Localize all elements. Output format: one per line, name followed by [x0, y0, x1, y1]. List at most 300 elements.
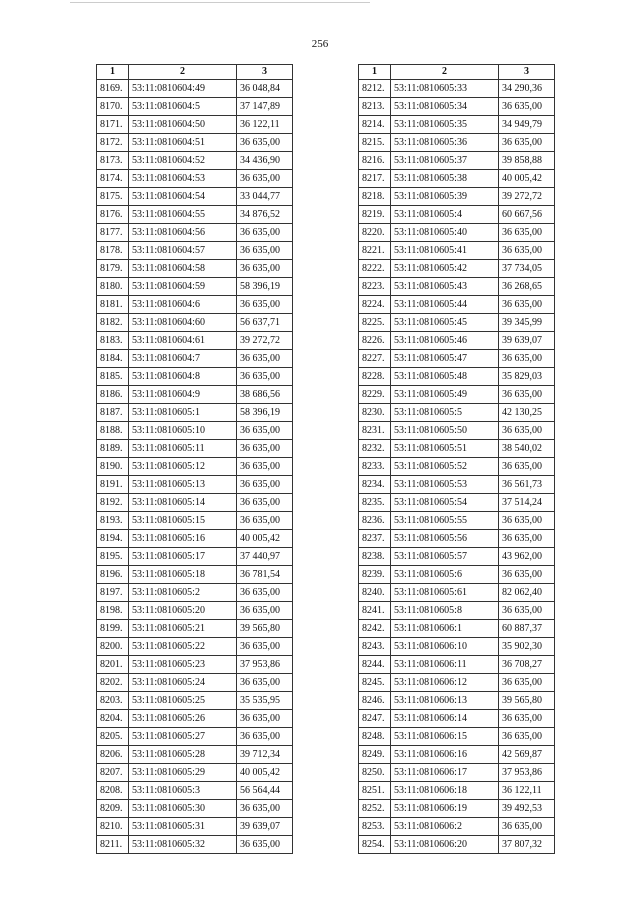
cadastral-number: 53:11:0810604:54	[129, 188, 237, 206]
row-number: 8171.	[97, 116, 129, 134]
table-row	[359, 836, 555, 854]
table-row	[359, 116, 555, 134]
value: 39 565,80	[499, 692, 555, 710]
value: 39 712,34	[237, 746, 293, 764]
value: 36 635,00	[237, 800, 293, 818]
row-number: 8210.	[97, 818, 129, 836]
table-row	[359, 80, 555, 98]
value: 39 639,07	[499, 332, 555, 350]
row-number: 8236.	[359, 512, 391, 530]
row-number: 8216.	[359, 152, 391, 170]
value: 36 635,00	[237, 296, 293, 314]
table-row	[97, 836, 293, 854]
value: 36 635,00	[499, 242, 555, 260]
row-number: 8229.	[359, 386, 391, 404]
value: 36 635,00	[237, 224, 293, 242]
row-number: 8189.	[97, 440, 129, 458]
cadastral-number: 53:11:0810604:56	[129, 224, 237, 242]
table-row	[97, 188, 293, 206]
table-row	[359, 674, 555, 692]
row-number: 8247.	[359, 710, 391, 728]
value: 34 876,52	[237, 206, 293, 224]
value: 36 635,00	[499, 818, 555, 836]
row-number: 8252.	[359, 800, 391, 818]
cadastral-number: 53:11:0810605:11	[129, 440, 237, 458]
cadastral-number: 53:11:0810604:52	[129, 152, 237, 170]
right-table-body	[359, 80, 555, 854]
row-number: 8234.	[359, 476, 391, 494]
value: 58 396,19	[237, 278, 293, 296]
row-number: 8182.	[97, 314, 129, 332]
value: 36 635,00	[237, 458, 293, 476]
value: 39 492,53	[499, 800, 555, 818]
cadastral-number: 53:11:0810606:18	[391, 782, 499, 800]
value: 36 635,00	[237, 422, 293, 440]
table-row	[359, 602, 555, 620]
cadastral-number: 53:11:0810605:34	[391, 98, 499, 116]
cadastral-number: 53:11:0810606:2	[391, 818, 499, 836]
value: 35 829,03	[499, 368, 555, 386]
value: 36 635,00	[237, 242, 293, 260]
table-row	[97, 116, 293, 134]
row-number: 8180.	[97, 278, 129, 296]
table-row	[97, 332, 293, 350]
value: 36 635,00	[237, 602, 293, 620]
row-number: 8250.	[359, 764, 391, 782]
cadastral-number: 53:11:0810605:22	[129, 638, 237, 656]
row-number: 8226.	[359, 332, 391, 350]
row-number: 8192.	[97, 494, 129, 512]
table-row	[359, 422, 555, 440]
table-row	[97, 656, 293, 674]
table-row	[97, 566, 293, 584]
cadastral-number: 53:11:0810605:4	[391, 206, 499, 224]
row-number: 8207.	[97, 764, 129, 782]
table-row	[359, 584, 555, 602]
value: 56 637,71	[237, 314, 293, 332]
cadastral-number: 53:11:0810604:60	[129, 314, 237, 332]
table-row	[97, 296, 293, 314]
value: 36 635,00	[499, 224, 555, 242]
row-number: 8184.	[97, 350, 129, 368]
cadastral-number: 53:11:0810604:58	[129, 260, 237, 278]
cadastral-number: 53:11:0810605:26	[129, 710, 237, 728]
table-row	[97, 134, 293, 152]
table-row	[359, 710, 555, 728]
value: 36 635,00	[237, 134, 293, 152]
value: 37 514,24	[499, 494, 555, 512]
table-row	[359, 764, 555, 782]
table-row	[97, 494, 293, 512]
table-row	[97, 98, 293, 116]
value: 36 635,00	[237, 584, 293, 602]
row-number: 8239.	[359, 566, 391, 584]
header-col-3: 3	[499, 65, 555, 80]
row-number: 8178.	[97, 242, 129, 260]
cadastral-number: 53:11:0810605:32	[129, 836, 237, 854]
value: 39 639,07	[237, 818, 293, 836]
header-col-2: 2	[391, 65, 499, 80]
table-row	[359, 458, 555, 476]
value: 36 635,00	[499, 710, 555, 728]
row-number: 8244.	[359, 656, 391, 674]
cadastral-number: 53:11:0810605:46	[391, 332, 499, 350]
right-table	[358, 64, 555, 854]
cadastral-number: 53:11:0810606:15	[391, 728, 499, 746]
value: 36 635,00	[237, 710, 293, 728]
value: 36 635,00	[499, 512, 555, 530]
row-number: 8213.	[359, 98, 391, 116]
table-row	[97, 746, 293, 764]
scan-top-rule	[70, 2, 370, 3]
value: 36 708,27	[499, 656, 555, 674]
value: 36 122,11	[499, 782, 555, 800]
header-col-2: 2	[129, 65, 237, 80]
table-row	[359, 278, 555, 296]
cadastral-number: 53:11:0810606:20	[391, 836, 499, 854]
cadastral-number: 53:11:0810605:38	[391, 170, 499, 188]
row-number: 8242.	[359, 620, 391, 638]
table-row	[97, 620, 293, 638]
cadastral-number: 53:11:0810604:50	[129, 116, 237, 134]
value: 42 569,87	[499, 746, 555, 764]
row-number: 8231.	[359, 422, 391, 440]
value: 37 147,89	[237, 98, 293, 116]
row-number: 8196.	[97, 566, 129, 584]
value: 39 272,72	[237, 332, 293, 350]
value: 33 044,77	[237, 188, 293, 206]
value: 34 949,79	[499, 116, 555, 134]
row-number: 8245.	[359, 674, 391, 692]
table-row	[97, 224, 293, 242]
cadastral-number: 53:11:0810605:1	[129, 404, 237, 422]
table-row	[97, 710, 293, 728]
value: 38 686,56	[237, 386, 293, 404]
table-row	[97, 638, 293, 656]
value: 36 635,00	[499, 134, 555, 152]
value: 40 005,42	[237, 764, 293, 782]
header-row	[97, 65, 293, 80]
table-row	[97, 440, 293, 458]
cadastral-number: 53:11:0810605:50	[391, 422, 499, 440]
value: 36 635,00	[237, 674, 293, 692]
row-number: 8228.	[359, 368, 391, 386]
cadastral-number: 53:11:0810605:25	[129, 692, 237, 710]
cadastral-number: 53:11:0810605:18	[129, 566, 237, 584]
cadastral-number: 53:11:0810604:59	[129, 278, 237, 296]
table-row	[97, 674, 293, 692]
table-row	[359, 800, 555, 818]
table-row	[359, 638, 555, 656]
row-number: 8240.	[359, 584, 391, 602]
value: 36 635,00	[237, 728, 293, 746]
table-row	[97, 152, 293, 170]
table-row	[359, 440, 555, 458]
value: 36 635,00	[499, 728, 555, 746]
row-number: 8185.	[97, 368, 129, 386]
row-number: 8219.	[359, 206, 391, 224]
row-number: 8221.	[359, 242, 391, 260]
value: 36 635,00	[499, 350, 555, 368]
row-number: 8179.	[97, 260, 129, 278]
row-number: 8199.	[97, 620, 129, 638]
cadastral-number: 53:11:0810605:44	[391, 296, 499, 314]
row-number: 8187.	[97, 404, 129, 422]
cadastral-number: 53:11:0810605:24	[129, 674, 237, 692]
cadastral-number: 53:11:0810605:14	[129, 494, 237, 512]
cadastral-number: 53:11:0810605:30	[129, 800, 237, 818]
row-number: 8172.	[97, 134, 129, 152]
table-row	[359, 170, 555, 188]
cadastral-number: 53:11:0810605:48	[391, 368, 499, 386]
row-number: 8214.	[359, 116, 391, 134]
cadastral-number: 53:11:0810606:14	[391, 710, 499, 728]
row-number: 8186.	[97, 386, 129, 404]
table-row	[97, 314, 293, 332]
table-row	[359, 134, 555, 152]
cadastral-number: 53:11:0810605:36	[391, 134, 499, 152]
cadastral-number: 53:11:0810604:9	[129, 386, 237, 404]
row-number: 8200.	[97, 638, 129, 656]
table-row	[359, 782, 555, 800]
table-row	[359, 476, 555, 494]
cadastral-number: 53:11:0810605:41	[391, 242, 499, 260]
row-number: 8237.	[359, 530, 391, 548]
table-row	[97, 368, 293, 386]
value: 36 635,00	[499, 530, 555, 548]
value: 34 290,36	[499, 80, 555, 98]
row-number: 8170.	[97, 98, 129, 116]
row-number: 8194.	[97, 530, 129, 548]
cadastral-number: 53:11:0810605:57	[391, 548, 499, 566]
cadastral-number: 53:11:0810605:43	[391, 278, 499, 296]
cadastral-number: 53:11:0810605:56	[391, 530, 499, 548]
value: 40 005,42	[499, 170, 555, 188]
value: 56 564,44	[237, 782, 293, 800]
value: 36 635,00	[237, 170, 293, 188]
page-number: 256	[311, 38, 329, 50]
cadastral-number: 53:11:0810605:28	[129, 746, 237, 764]
row-number: 8177.	[97, 224, 129, 242]
value: 60 887,37	[499, 620, 555, 638]
row-number: 8249.	[359, 746, 391, 764]
table-row	[97, 458, 293, 476]
row-number: 8173.	[97, 152, 129, 170]
table-row	[359, 728, 555, 746]
value: 35 902,30	[499, 638, 555, 656]
cadastral-number: 53:11:0810605:21	[129, 620, 237, 638]
row-number: 8212.	[359, 80, 391, 98]
table-row	[359, 566, 555, 584]
cadastral-number: 53:11:0810605:47	[391, 350, 499, 368]
table-row	[359, 368, 555, 386]
row-number: 8205.	[97, 728, 129, 746]
cadastral-number: 53:11:0810605:5	[391, 404, 499, 422]
table-row	[359, 296, 555, 314]
cadastral-number: 53:11:0810605:51	[391, 440, 499, 458]
table-row	[97, 512, 293, 530]
cadastral-number: 53:11:0810605:6	[391, 566, 499, 584]
left-table	[96, 64, 293, 854]
row-number: 8224.	[359, 296, 391, 314]
value: 36 635,00	[499, 98, 555, 116]
value: 36 635,00	[237, 836, 293, 854]
cadastral-number: 53:11:0810605:8	[391, 602, 499, 620]
cadastral-number: 53:11:0810605:17	[129, 548, 237, 566]
value: 36 635,00	[499, 674, 555, 692]
table-row	[97, 80, 293, 98]
row-number: 8190.	[97, 458, 129, 476]
row-number: 8201.	[97, 656, 129, 674]
value: 36 635,00	[237, 494, 293, 512]
table-row	[97, 206, 293, 224]
row-number: 8195.	[97, 548, 129, 566]
row-number: 8217.	[359, 170, 391, 188]
cadastral-number: 53:11:0810605:10	[129, 422, 237, 440]
table-row	[359, 224, 555, 242]
table-row	[359, 152, 555, 170]
row-number: 8204.	[97, 710, 129, 728]
value: 36 635,00	[499, 422, 555, 440]
value: 37 953,86	[237, 656, 293, 674]
row-number: 8198.	[97, 602, 129, 620]
cadastral-number: 53:11:0810605:37	[391, 152, 499, 170]
row-number: 8232.	[359, 440, 391, 458]
row-number: 8253.	[359, 818, 391, 836]
row-number: 8203.	[97, 692, 129, 710]
value: 36 635,00	[237, 260, 293, 278]
value: 36 635,00	[237, 476, 293, 494]
table-row	[97, 602, 293, 620]
value: 36 268,65	[499, 278, 555, 296]
table-row	[359, 656, 555, 674]
table-row	[97, 350, 293, 368]
table-row	[359, 512, 555, 530]
row-number: 8193.	[97, 512, 129, 530]
value: 37 734,05	[499, 260, 555, 278]
cadastral-number: 53:11:0810605:23	[129, 656, 237, 674]
value: 36 635,00	[499, 458, 555, 476]
cadastral-number: 53:11:0810605:12	[129, 458, 237, 476]
table-row	[97, 692, 293, 710]
value: 36 635,00	[499, 296, 555, 314]
row-number: 8215.	[359, 134, 391, 152]
value: 39 272,72	[499, 188, 555, 206]
row-number: 8197.	[97, 584, 129, 602]
cadastral-number: 53:11:0810605:2	[129, 584, 237, 602]
value: 42 130,25	[499, 404, 555, 422]
row-number: 8208.	[97, 782, 129, 800]
table-row	[359, 494, 555, 512]
row-number: 8241.	[359, 602, 391, 620]
row-number: 8176.	[97, 206, 129, 224]
cadastral-number: 53:11:0810604:61	[129, 332, 237, 350]
cadastral-number: 53:11:0810604:51	[129, 134, 237, 152]
cadastral-number: 53:11:0810605:29	[129, 764, 237, 782]
row-number: 8243.	[359, 638, 391, 656]
value: 36 635,00	[237, 440, 293, 458]
cadastral-number: 53:11:0810605:16	[129, 530, 237, 548]
table-row	[97, 584, 293, 602]
value: 36 635,00	[499, 386, 555, 404]
value: 34 436,90	[237, 152, 293, 170]
table-row	[359, 548, 555, 566]
table-row	[359, 206, 555, 224]
cadastral-number: 53:11:0810605:40	[391, 224, 499, 242]
cadastral-number: 53:11:0810605:15	[129, 512, 237, 530]
cadastral-number: 53:11:0810606:19	[391, 800, 499, 818]
cadastral-number: 53:11:0810606:17	[391, 764, 499, 782]
cadastral-number: 53:11:0810604:53	[129, 170, 237, 188]
row-number: 8235.	[359, 494, 391, 512]
left-table-body	[97, 80, 293, 854]
row-number: 8174.	[97, 170, 129, 188]
cadastral-number: 53:11:0810606:10	[391, 638, 499, 656]
cadastral-number: 53:11:0810604:49	[129, 80, 237, 98]
cadastral-number: 53:11:0810605:13	[129, 476, 237, 494]
table-row	[359, 692, 555, 710]
header-col-1: 1	[97, 65, 129, 80]
value: 43 962,00	[499, 548, 555, 566]
table-row	[97, 764, 293, 782]
table-row	[359, 260, 555, 278]
row-number: 8211.	[97, 836, 129, 854]
cadastral-number: 53:11:0810605:33	[391, 80, 499, 98]
cadastral-number: 53:11:0810605:52	[391, 458, 499, 476]
table-row	[97, 818, 293, 836]
table-row	[359, 530, 555, 548]
cadastral-number: 53:11:0810605:45	[391, 314, 499, 332]
table-row	[97, 170, 293, 188]
row-number: 8191.	[97, 476, 129, 494]
value: 39 565,80	[237, 620, 293, 638]
row-number: 8246.	[359, 692, 391, 710]
cadastral-number: 53:11:0810604:8	[129, 368, 237, 386]
table-row	[359, 332, 555, 350]
row-number: 8169.	[97, 80, 129, 98]
cadastral-number: 53:11:0810605:27	[129, 728, 237, 746]
value: 36 635,00	[237, 638, 293, 656]
table-row	[359, 386, 555, 404]
table-row	[97, 548, 293, 566]
row-number: 8230.	[359, 404, 391, 422]
cadastral-number: 53:11:0810604:55	[129, 206, 237, 224]
cadastral-number: 53:11:0810605:55	[391, 512, 499, 530]
table-row	[359, 350, 555, 368]
table-row	[359, 98, 555, 116]
value: 38 540,02	[499, 440, 555, 458]
row-number: 8218.	[359, 188, 391, 206]
value: 58 396,19	[237, 404, 293, 422]
cadastral-number: 53:11:0810605:31	[129, 818, 237, 836]
cadastral-number: 53:11:0810605:39	[391, 188, 499, 206]
table-row	[359, 404, 555, 422]
table-row	[359, 746, 555, 764]
cadastral-number: 53:11:0810606:1	[391, 620, 499, 638]
value: 36 635,00	[237, 350, 293, 368]
table-row	[97, 386, 293, 404]
row-number: 8248.	[359, 728, 391, 746]
cadastral-number: 53:11:0810605:49	[391, 386, 499, 404]
value: 36 635,00	[499, 566, 555, 584]
cadastral-number: 53:11:0810604:6	[129, 296, 237, 314]
table-row	[97, 728, 293, 746]
row-number: 8254.	[359, 836, 391, 854]
cadastral-number: 53:11:0810604:57	[129, 242, 237, 260]
value: 60 667,56	[499, 206, 555, 224]
cadastral-number: 53:11:0810605:61	[391, 584, 499, 602]
value: 37 807,32	[499, 836, 555, 854]
